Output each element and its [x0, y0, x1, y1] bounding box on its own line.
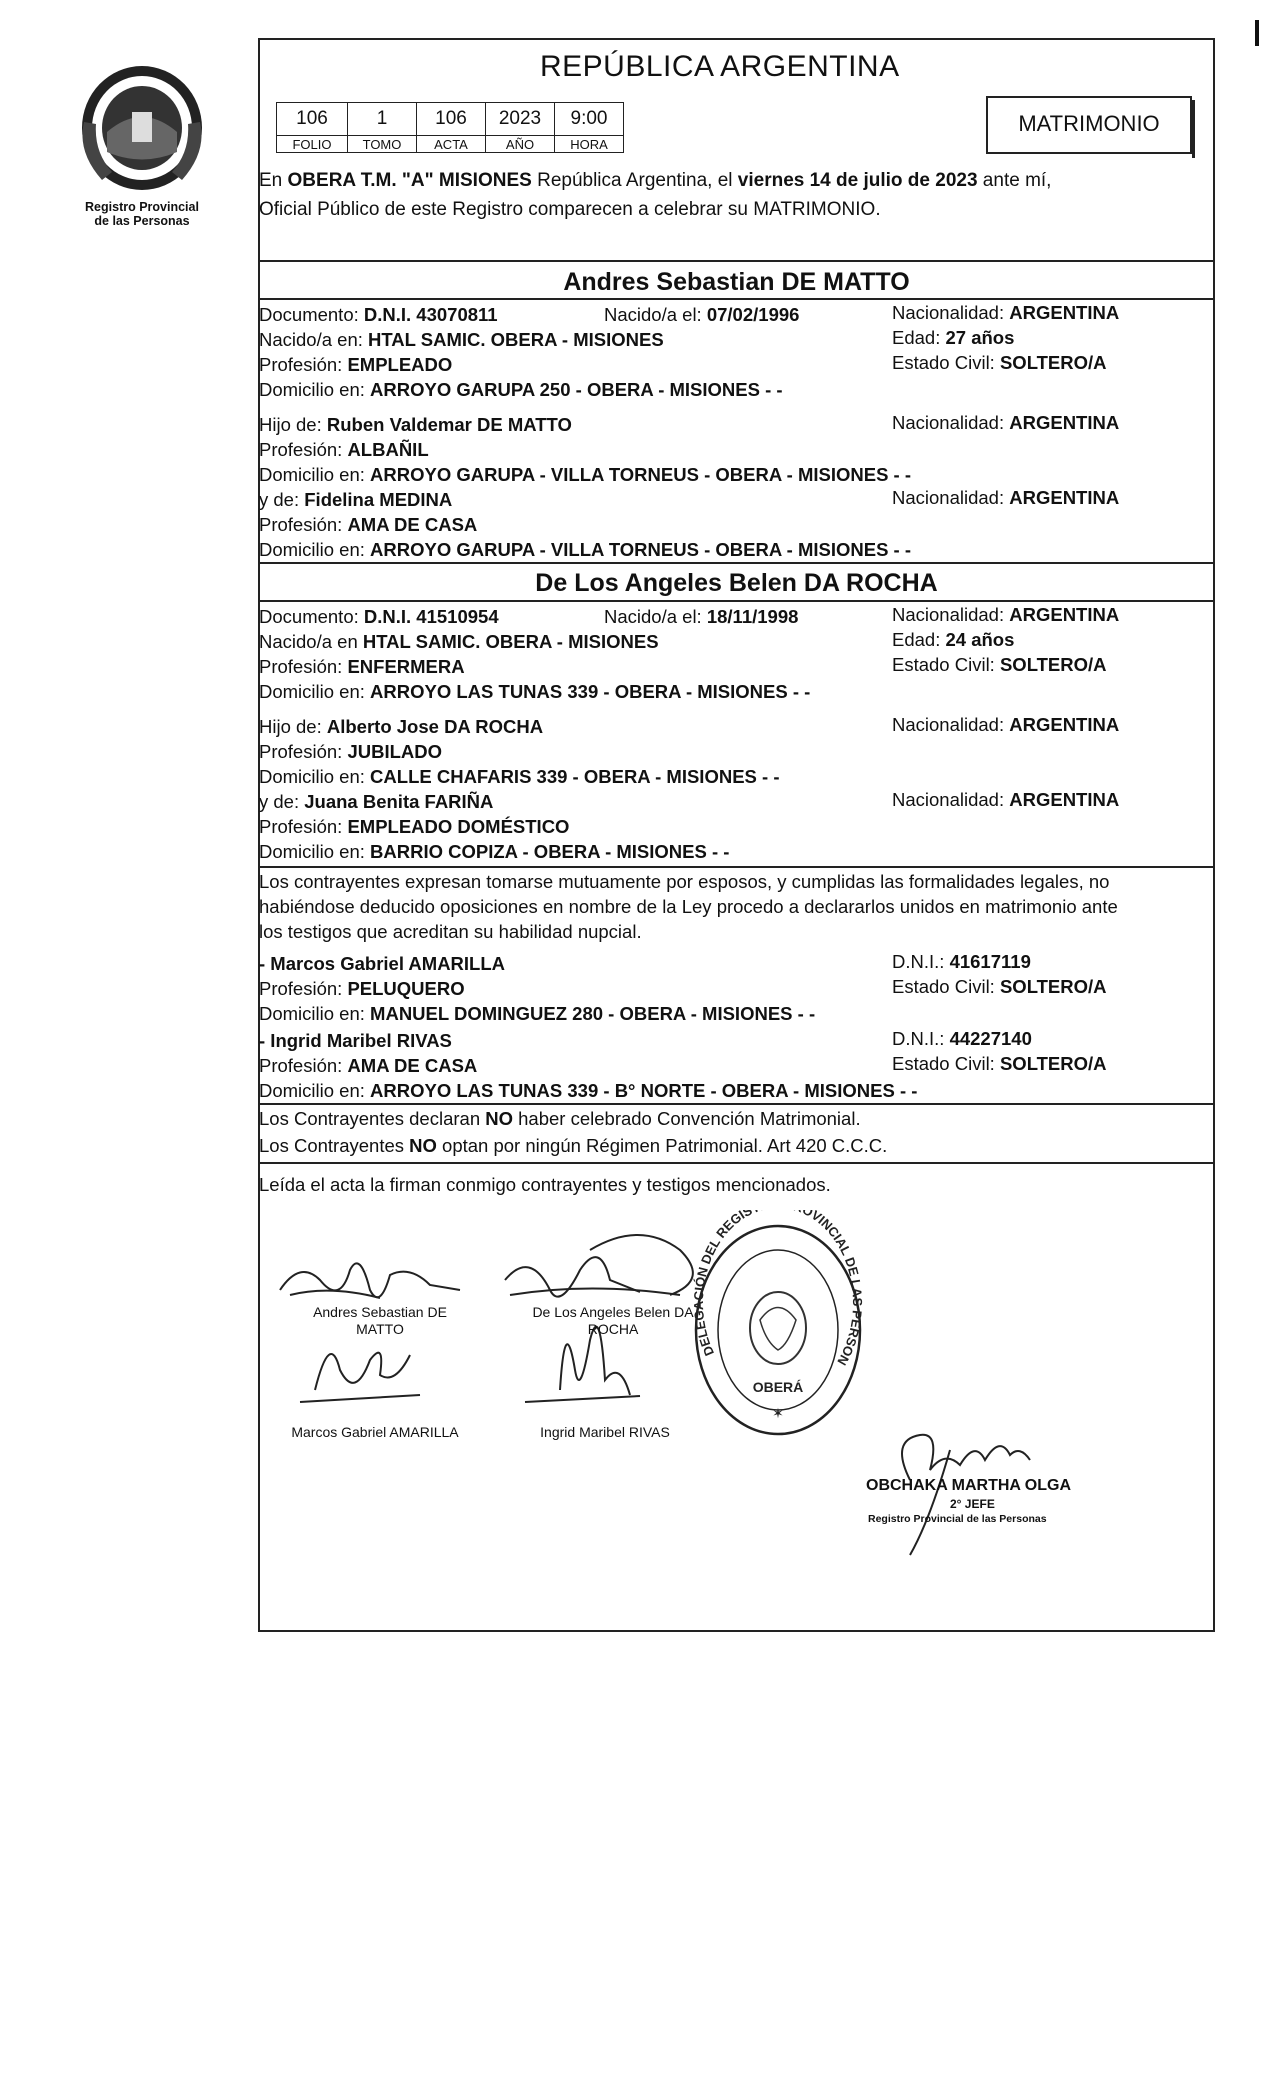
groom-domicile: Domicilio en: ARROYO GARUPA 250 - OBERA - MISIONES - - — [259, 379, 783, 400]
folio-label: FOLIO — [277, 136, 348, 153]
acta-label: ACTA — [417, 136, 486, 153]
groom-age: Edad: 27 años — [892, 327, 1015, 348]
bride-name: De Los Angeles Belen DA ROCHA — [535, 569, 938, 597]
convention-line-1: Los Contrayentes declaran NO haber celebrado Convención Matrimonial. — [259, 1108, 861, 1129]
declaration-line-2: habiéndose deducido oposiciones en nombre de la Ley procedo a declararlos unidos en matrimonio ante — [259, 896, 1118, 917]
page-title: REPÚBLICA ARGENTINA — [540, 50, 900, 83]
anio-value: 2023 — [486, 103, 555, 136]
edge-mark — [1255, 20, 1259, 46]
bride-age: Edad: 24 años — [892, 629, 1015, 650]
type-box-shadow — [1192, 100, 1195, 158]
groom-mother: y de: Fidelina MEDINA — [259, 489, 453, 510]
divider — [258, 260, 1215, 262]
svg-text:✶: ✶ — [772, 1405, 784, 1421]
bride-father-domicile: Domicilio en: CALLE CHAFARIS 339 - OBERA - MISIONES - - — [259, 766, 780, 787]
folio-value: 106 — [277, 103, 348, 136]
groom-signature-caption: Andres Sebastian DE MATTO — [313, 1304, 447, 1337]
groom-mother-domicile: Domicilio en: ARROYO GARUPA - VILLA TORNEUS - OBERA - MISIONES - - — [259, 539, 912, 560]
bride-mother-nationality: Nacionalidad: ARGENTINA — [892, 789, 1120, 810]
svg-text:OBERÁ: OBERÁ — [752, 1379, 804, 1395]
witness-1-civil-status: Estado Civil: SOLTERO/A — [892, 976, 1107, 997]
bride-mother: y de: Juana Benita FARIÑA — [259, 791, 494, 812]
bride-profession: Profesión: ENFERMERA — [259, 656, 465, 677]
witness-2-civil-status: Estado Civil: SOLTERO/A — [892, 1053, 1107, 1074]
provincial-logo — [72, 62, 212, 200]
groom-civil-status: Estado Civil: SOLTERO/A — [892, 352, 1107, 373]
witness-1-signature-caption: Marcos Gabriel AMARILLA — [291, 1424, 459, 1440]
witness-2-profession: Profesión: AMA DE CASA — [259, 1055, 478, 1076]
svg-text:DELEGACIÓN DEL REGISTRO PROVIN: DELEGACIÓN DEL REGIS OVINCIAL DE LAS PERSON — [690, 1210, 866, 1368]
groom-profession: Profesión: EMPLEADO — [259, 354, 453, 375]
divider — [258, 298, 1215, 300]
groom-father-domicile: Domicilio en: ARROYO GARUPA - VILLA TORNEUS - OBERA - MISIONES - - — [259, 464, 912, 485]
anio-label: AÑO — [486, 136, 555, 153]
bride-birthplace: Nacido/a en HTAL SAMIC. OBERA - MISIONES — [259, 631, 659, 652]
acta-value: 106 — [417, 103, 486, 136]
bride-domicile: Domicilio en: ARROYO LAS TUNAS 339 - OBERA - MISIONES - - — [259, 681, 811, 702]
groom-document: Documento: D.N.I. 43070811 — [259, 304, 498, 325]
bride-nationality: Nacionalidad: ARGENTINA — [892, 604, 1120, 625]
groom-father-nationality: Nacionalidad: ARGENTINA — [892, 412, 1120, 433]
witness-1-profession: Profesión: PELUQUERO — [259, 978, 465, 999]
official-seal — [688, 1210, 868, 1440]
divider — [258, 562, 1215, 564]
intro-line-2: Oficial Público de este Registro comparecen a celebrar su MATRIMONIO. — [259, 199, 881, 220]
officer-role: 2° JEFE — [950, 1497, 995, 1511]
witness-1-name: - Marcos Gabriel AMARILLA — [259, 953, 506, 974]
certificate-type-box — [986, 96, 1192, 154]
groom-birthplace: Nacido/a en: HTAL SAMIC. OBERA - MISIONES — [259, 329, 664, 350]
witness-2-dni: D.N.I.: 44227140 — [892, 1028, 1032, 1049]
groom-mother-nationality: Nacionalidad: ARGENTINA — [892, 487, 1120, 508]
witness-1-dni: D.N.I.: 41617119 — [892, 951, 1031, 972]
convention-line-2: Los Contrayentes NO optan por ningún Régimen Patrimonial. Art 420 C.C.C. — [259, 1135, 888, 1156]
tomo-value: 1 — [348, 103, 417, 136]
bride-born: Nacido/a el: 18/11/1998 — [604, 606, 799, 627]
closing-statement: Leída el acta la firman conmigo contrayentes y testigos mencionados. — [259, 1174, 831, 1195]
bride-mother-domicile: Domicilio en: BARRIO COPIZA - OBERA - MISIONES - - — [259, 841, 730, 862]
bride-father-nationality: Nacionalidad: ARGENTINA — [892, 714, 1120, 735]
groom-mother-profession: Profesión: AMA DE CASA — [259, 514, 478, 535]
hora-value: 9:00 — [555, 103, 624, 136]
tomo-label: TOMO — [348, 136, 417, 153]
registry-table — [276, 102, 624, 153]
groom-born: Nacido/a el: 07/02/1996 — [604, 304, 800, 325]
bride-father-profession: Profesión: JUBILADO — [259, 741, 442, 762]
bride-signature-caption: De Los Angeles Belen DA ROCHA — [532, 1304, 694, 1337]
declaration-line-1: Los contrayentes expresan tomarse mutuamente por esposos, y cumplidas las formalidades legales, no — [259, 871, 1110, 892]
divider — [258, 866, 1215, 868]
logo-caption: Registro Provincial de las Personas — [85, 200, 199, 228]
hora-label: HORA — [555, 136, 624, 153]
witness-2-domicile: Domicilio en: ARROYO LAS TUNAS 339 - B° NORTE - OBERA - MISIONES - - — [259, 1080, 918, 1101]
certificate-type: MATRIMONIO — [1018, 111, 1160, 136]
declaration-line-3: los testigos que acreditan su habilidad nupcial. — [259, 921, 642, 942]
officer-name: OBCHAKA MARTHA OLGA — [866, 1477, 1072, 1494]
groom-nationality: Nacionalidad: ARGENTINA — [892, 302, 1120, 323]
divider — [258, 600, 1215, 602]
divider — [258, 1162, 1215, 1164]
bride-mother-profession: Profesión: EMPLEADO DOMÉSTICO — [259, 816, 570, 837]
witness-1-domicile: Domicilio en: MANUEL DOMINGUEZ 280 - OBERA - MISIONES - - — [259, 1003, 816, 1024]
officer-org: Registro Provincial de las Personas — [868, 1513, 1047, 1525]
bride-civil-status: Estado Civil: SOLTERO/A — [892, 654, 1107, 675]
witness-2-name: - Ingrid Maribel RIVAS — [259, 1030, 452, 1051]
groom-father: Hijo de: Ruben Valdemar DE MATTO — [259, 414, 572, 435]
witness-2-signature-caption: Ingrid Maribel RIVAS — [540, 1424, 670, 1440]
intro-line-1: En OBERA T.M. "A" MISIONES República Argentina, el viernes 14 de julio de 2023 ante mí, — [259, 170, 1052, 191]
divider — [258, 1103, 1215, 1105]
groom-father-profession: Profesión: ALBAÑIL — [259, 439, 429, 460]
bride-document: Documento: D.N.I. 41510954 — [259, 606, 499, 627]
bride-father: Hijo de: Alberto Jose DA ROCHA — [259, 716, 544, 737]
groom-name: Andres Sebastian DE MATTO — [563, 268, 910, 296]
